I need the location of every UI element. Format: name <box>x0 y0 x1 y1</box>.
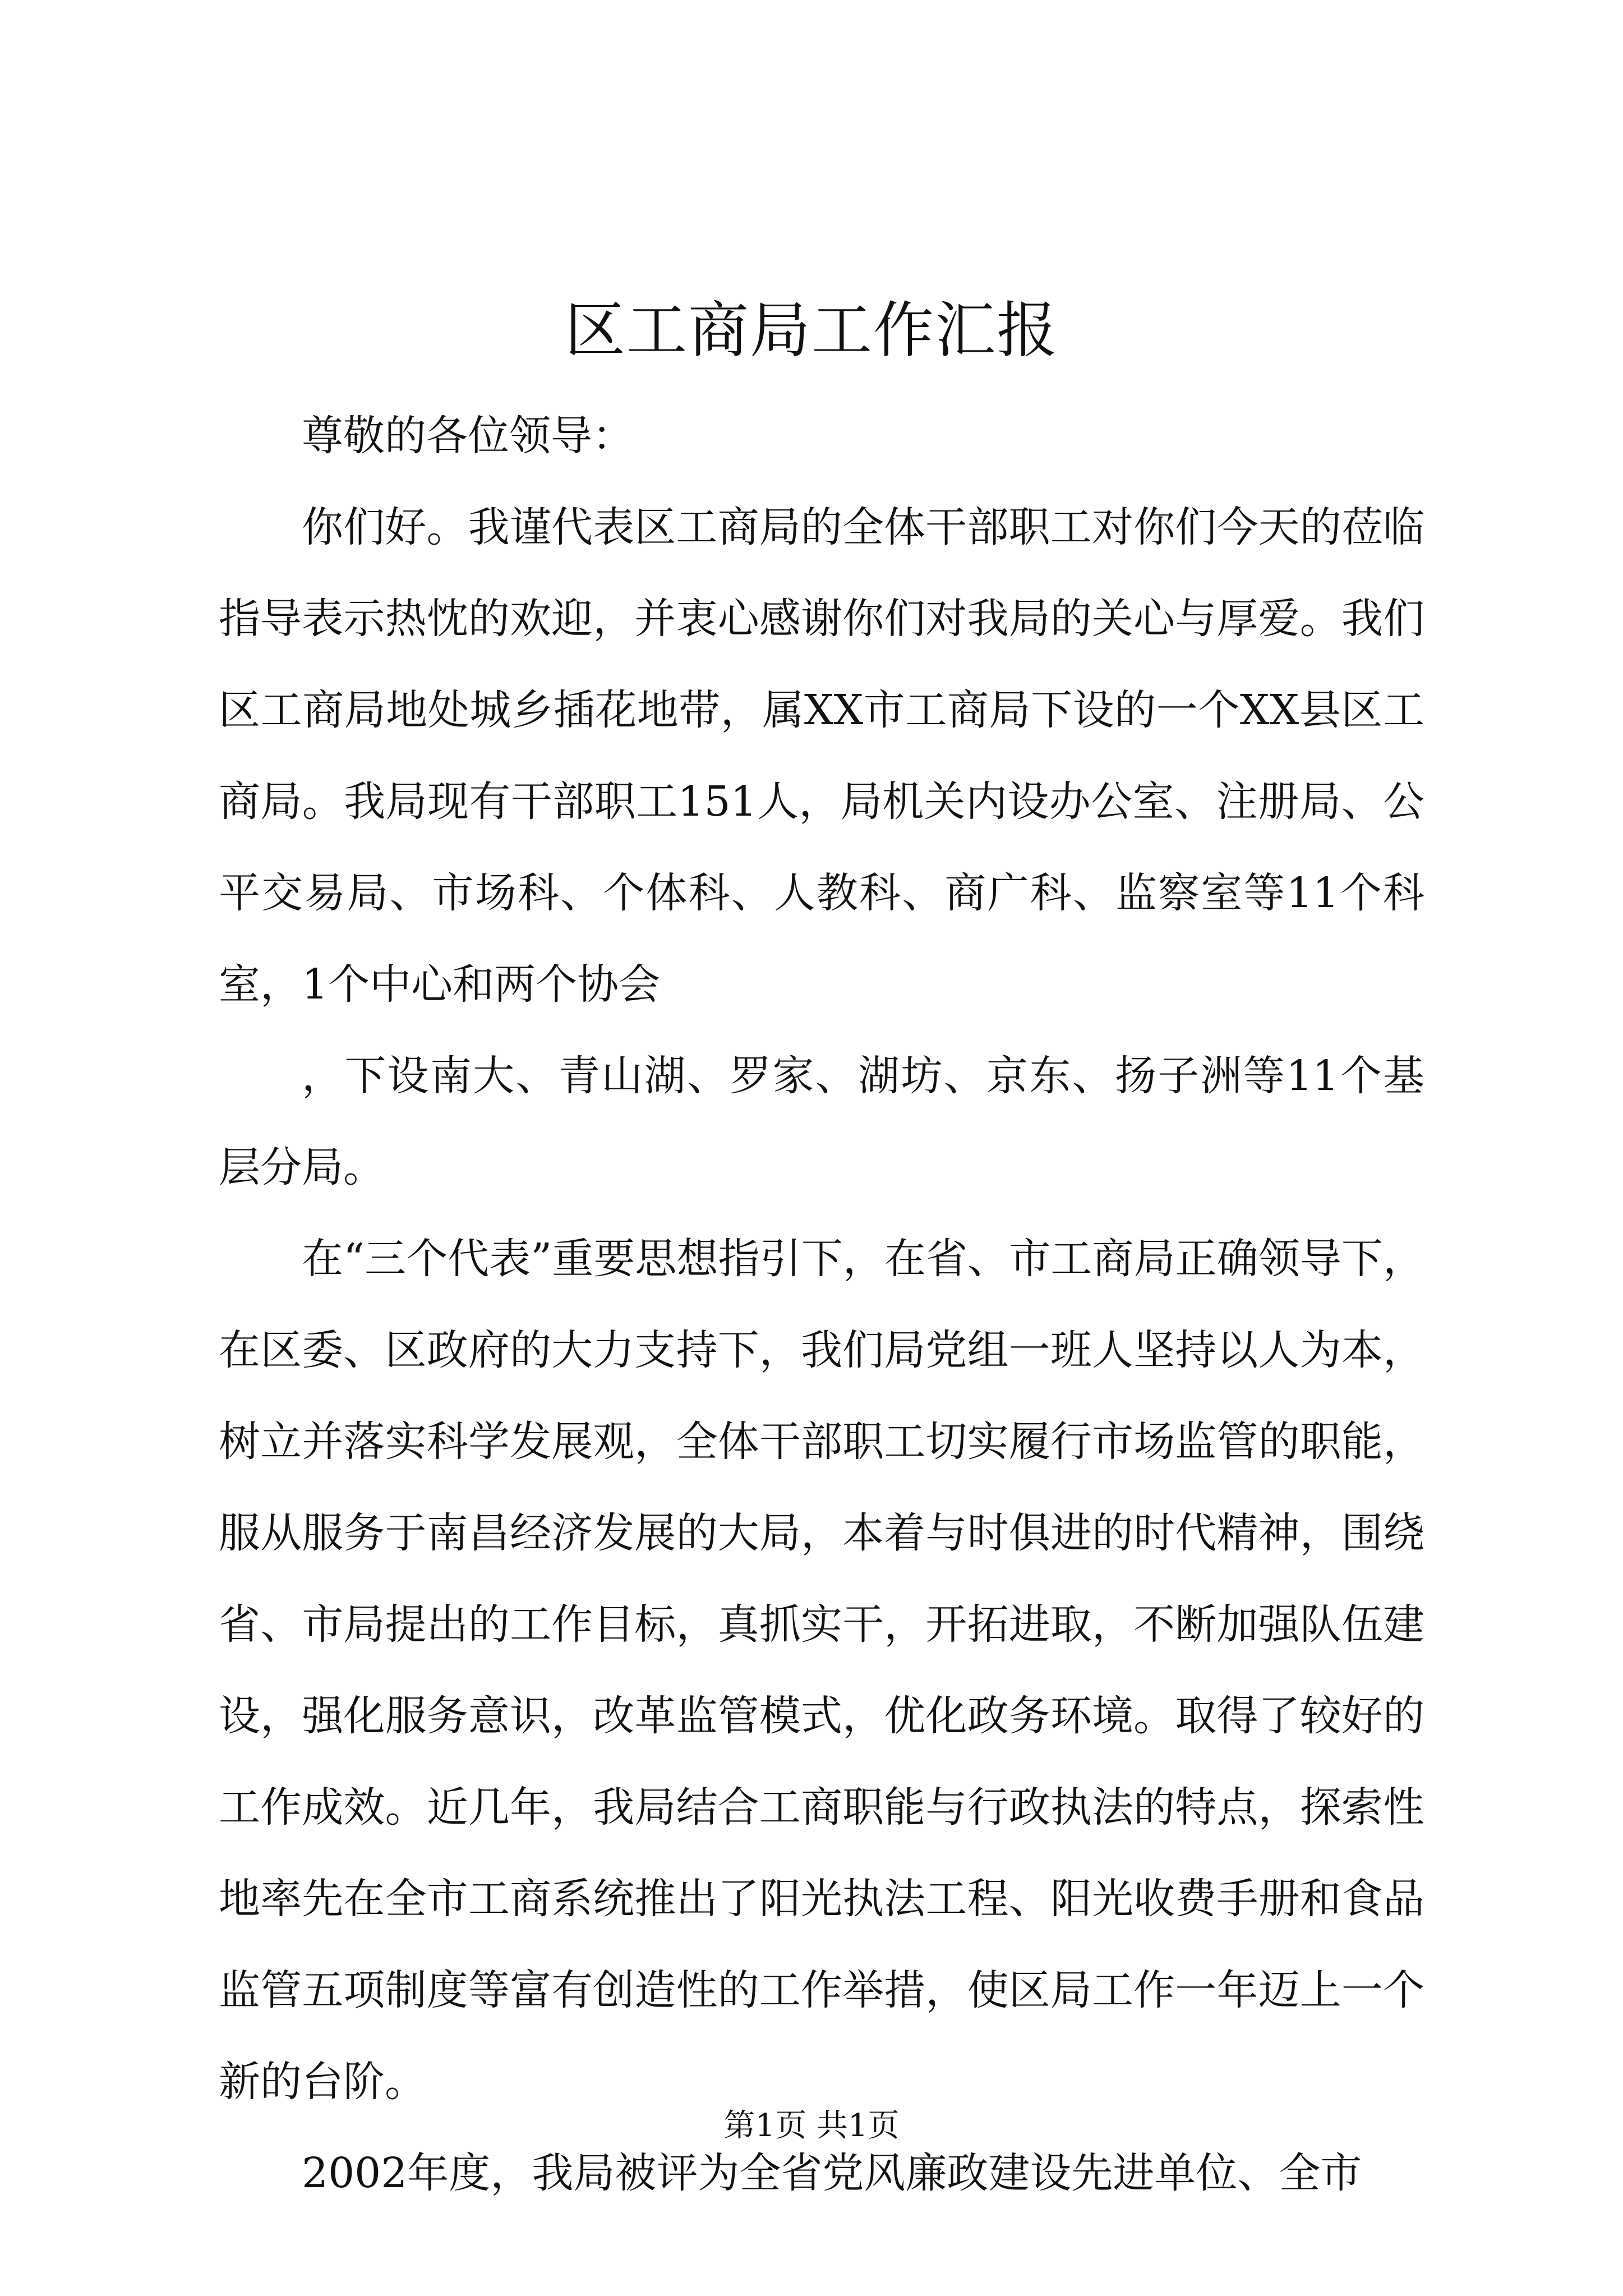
paragraph-greeting: 你们好。我谨代表区工商局的全体干部职工对你们今天的莅临指导表示热忱的欢迎，并衷心感谢你们对我局的关心与厚爱。我们区工商局地处城乡插花地带，属XX市工商局下设的一个XX县区工商局。我局现有干部职工151人，局机关内设办公室、注册局、公平交易局、市场科、个体科、人教科、商广科、监察室等11个科室，1个中心和两个协会 <box>219 503 1424 1009</box>
document-title: 区工商局工作汇报 <box>564 296 1058 366</box>
paragraph-achievements: 在“三个代表”重要思想指引下，在省、市工商局正确领导下，在区委、区政府的大力支持下，我们局党组一班人坚持以人为本，树立并落实科学发展观，全体干部职工切实履行市场监管的职能，服从服务于南昌经济发展的大局，本着与时俱进的时代精神，围绕省、市局提出的工作目标，真抓实干，开拓进取，不断加强队伍建设，强化服务意识，改革监管模式，优化政务环境。取得了较好的工作成效。近几年，我局结合工商职能与行政执法的特点，探索性地率先在全市工商系统推出了阳光执法工程、阳光收费手册和食品监管五项制度等富有创造性的工作举措，使区局工作一年迈上一个新的台阶。 <box>219 1235 1424 2106</box>
document-body <box>219 390 1424 2219</box>
paragraph-salutation: 尊敬的各位领导： <box>302 412 634 460</box>
paragraph-branches: ，下设南大、青山湖、罗家、湖坊、京东、扬子洲等11个基层分局。 <box>219 1052 1424 1191</box>
page-footer: 第1页 共1页 <box>723 2108 900 2144</box>
paragraph-2002: 2002年度，我局被评为全省党风廉政建设先进单位、全市 <box>302 2149 1362 2197</box>
